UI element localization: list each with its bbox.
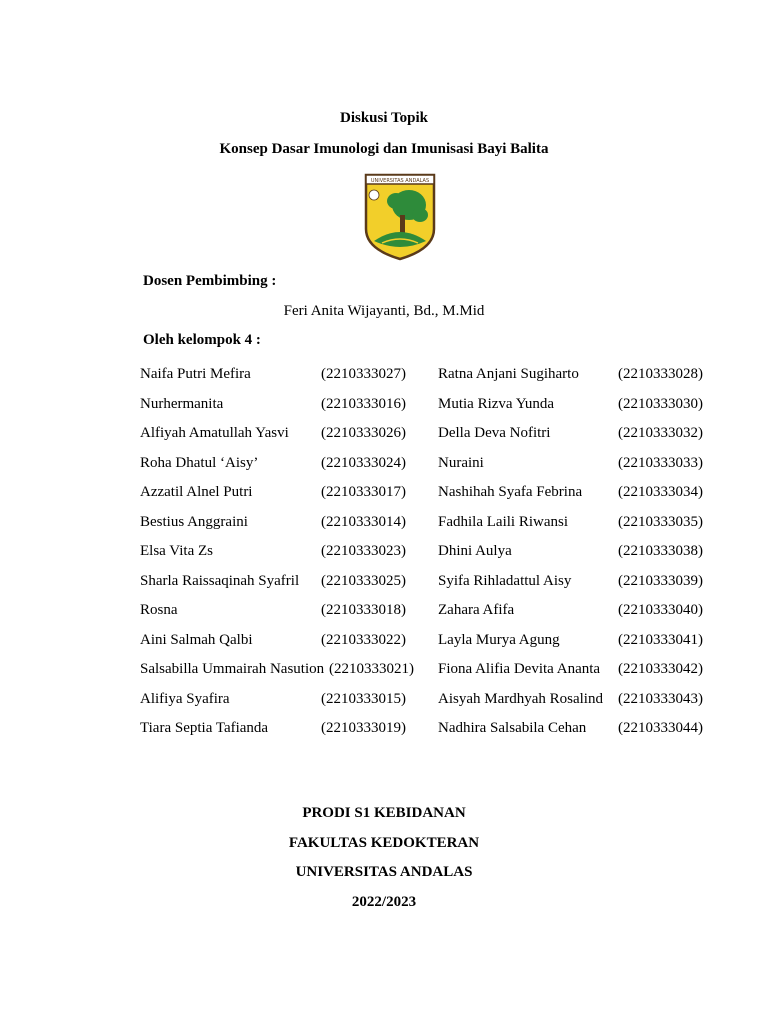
member-nim: (2210333016) [321,395,406,412]
member-nim: (2210333021) [329,661,414,677]
member-row [0,455,768,485]
member-row [0,691,768,721]
member-name: Zahara Afifa [438,602,515,618]
member-nim: (2210333041) [618,631,703,648]
member-name: Sharla Raissaqinah Syafril [140,572,300,589]
footer-program: PRODI S1 KEBIDANAN [302,805,466,821]
footer-faculty: FAKULTAS KEDOKTERAN [288,835,480,851]
member-nim: (2210333027) [321,366,406,382]
footer-university: UNIVERSITAS ANDALAS [295,864,473,880]
member-nim: (2210333022) [321,631,406,648]
member-row [0,366,768,396]
member-nim: (2210333014) [321,513,406,530]
university-logo [362,171,438,261]
member-name: Bestius Anggraini [140,513,248,530]
member-name: Alfiyah Amatullah Yasvi [140,425,289,441]
member-name: Nashihah Syafa Febrina [438,484,583,500]
member-row [0,573,768,603]
member-nim: (2210333018) [321,602,406,618]
member-name: Nurhermanita [140,395,224,412]
member-nim: (2210333030) [618,395,703,412]
member-nim: (2210333035) [618,513,703,530]
member-nim: (2210333039) [618,572,703,589]
member-nim: (2210333025) [321,572,406,589]
member-row [0,484,768,514]
document-title: Diskusi Topik [340,110,428,126]
member-name: Mutia Rizva Yunda [438,395,555,412]
member-name: Azzatil Alnel Putri [140,484,253,500]
member-nim: (2210333038) [618,543,703,559]
member-row [0,720,768,750]
logo-banner-text: UNIVERSITAS ANDALAS [370,178,430,184]
member-nim: (2210333019) [321,720,406,736]
member-name: Della Deva Nofitri [438,425,551,441]
member-row [0,661,768,691]
footer-year: 2022/2023 [351,894,417,910]
member-row [0,396,768,426]
member-row [0,543,768,573]
member-nim: (2210333032) [618,425,703,441]
member-nim: (2210333024) [321,454,406,471]
supervisor-label: Dosen Pembimbing : [143,273,277,289]
member-row [0,632,768,662]
member-name: Fadhila Laili Riwansi [438,513,568,530]
member-nim: (2210333044) [618,720,703,736]
member-nim: (2210333034) [618,484,703,500]
member-nim: (2210333033) [618,454,703,471]
member-name: Nadhira Salsabila Cehan [438,720,587,736]
member-name: Layla Murya Agung [438,631,560,648]
member-nim: (2210333043) [618,690,703,707]
member-name: Elsa Vita Zs [140,543,213,559]
member-row [0,514,768,544]
member-name: Tiara Septia Tafianda [140,720,269,736]
member-name: Aisyah Mardhyah Rosalind [438,690,603,707]
supervisor-name: Feri Anita Wijayanti, Bd., M.Mid [283,303,485,319]
member-nim: (2210333017) [321,484,406,500]
member-name: Alifiya Syafira [140,690,230,707]
member-name: Rosna [140,602,178,618]
member-nim: (2210333026) [321,425,406,441]
member-nim: (2210333015) [321,690,406,707]
member-nim: (2210333040) [618,602,703,618]
member-name: Ratna Anjani Sugiharto [438,366,579,382]
member-row [0,425,768,455]
member-nim: (2210333028) [618,366,703,382]
member-nim: (2210333042) [618,661,703,677]
member-name: Dhini Aulya [438,543,512,559]
member-nim: (2210333023) [321,543,406,559]
member-row [0,602,768,632]
document-subtitle: Konsep Dasar Imunologi dan Imunisasi Bayi Balita [219,141,549,157]
member-name: Fiona Alifia Devita Ananta [438,661,601,677]
member-name: Aini Salmah Qalbi [140,631,253,648]
member-name: Naifa Putri Mefira [140,366,251,382]
member-list [0,366,768,750]
member-name: Roha Dhatul ‘Aisy’ [140,454,259,471]
group-label: Oleh kelompok 4 : [143,332,261,348]
member-name: Syifa Rihladattul Aisy [438,572,572,589]
member-name: Nuraini [438,454,484,471]
member-name: Salsabilla Ummairah Nasution [140,661,325,677]
